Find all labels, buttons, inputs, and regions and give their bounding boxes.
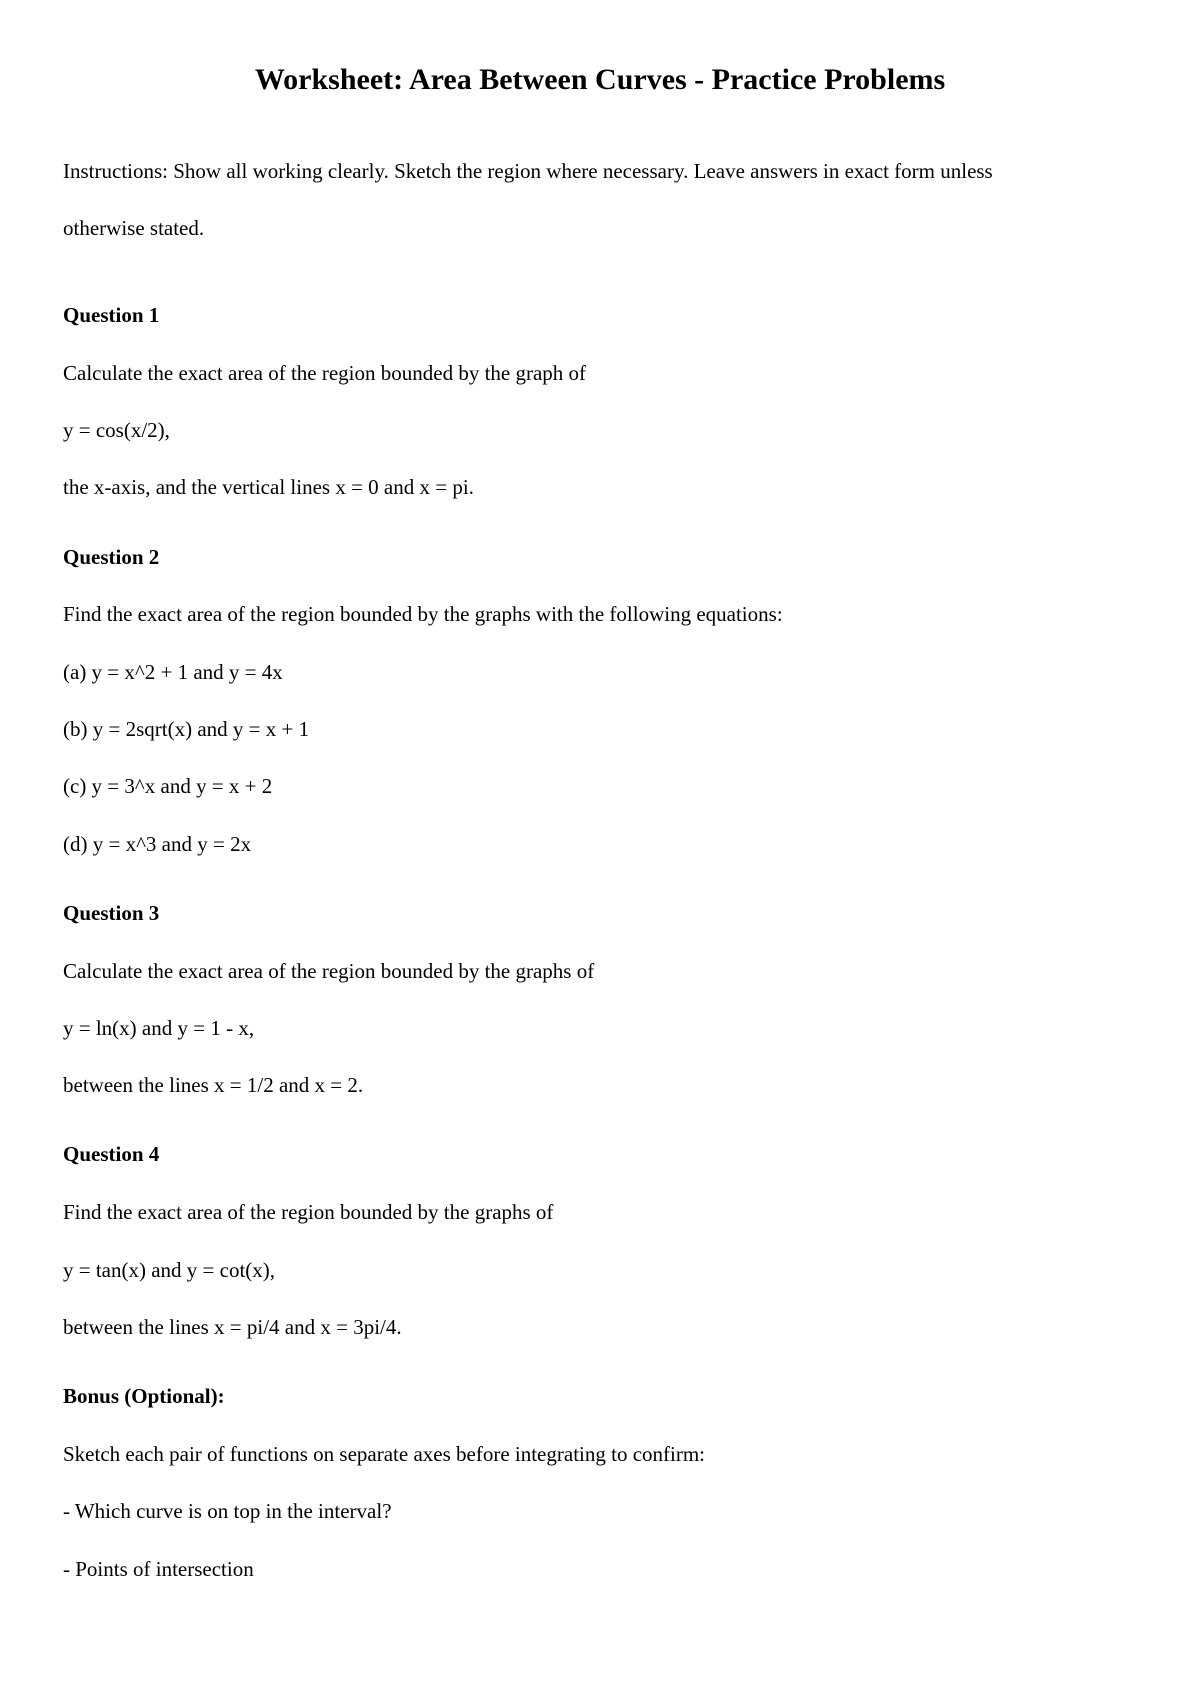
instructions-line-1: Instructions: Show all working clearly. Sketch the region where necessary. Leave answers in exact form unless: [63, 159, 993, 183]
page-title: Worksheet: Area Between Curves - Practice Problems: [254, 63, 946, 96]
question-1-line-1: Calculate the exact area of the region bounded by the graph of: [63, 361, 587, 385]
bonus-line-2: - Which curve is on top in the interval?: [63, 1499, 392, 1523]
question-4-line-2: y = tan(x) and y = cot(x),: [63, 1258, 276, 1282]
bonus-heading: Bonus (Optional):: [63, 1384, 225, 1408]
question-4-line-1: Find the exact area of the region bounded by the graphs of: [63, 1200, 554, 1224]
question-2-line-1: Find the exact area of the region bounded by the graphs with the following equations:: [63, 602, 783, 626]
question-1-line-2: y = cos(x/2),: [63, 418, 170, 442]
bonus-line-3: - Points of intersection: [63, 1557, 254, 1581]
question-2-part-d: (d) y = x^3 and y = 2x: [63, 832, 252, 856]
question-3-line-3: between the lines x = 1/2 and x = 2.: [63, 1073, 364, 1097]
question-4-heading: Question 4: [63, 1142, 160, 1166]
question-2-part-c: (c) y = 3^x and y = x + 2: [63, 774, 273, 798]
question-3-heading: Question 3: [63, 901, 160, 925]
instructions-line-2: otherwise stated.: [63, 216, 205, 240]
bonus-line-1: Sketch each pair of functions on separate axes before integrating to confirm:: [63, 1442, 706, 1466]
question-2-part-a: (a) y = x^2 + 1 and y = 4x: [63, 660, 283, 684]
question-1-heading: Question 1: [63, 303, 160, 327]
question-2-heading: Question 2: [63, 545, 160, 569]
question-1-line-3: the x-axis, and the vertical lines x = 0 and x = pi.: [63, 475, 474, 499]
question-3-line-2: y = ln(x) and y = 1 - x,: [63, 1016, 255, 1040]
question-2-part-b: (b) y = 2sqrt(x) and y = x + 1: [63, 717, 310, 741]
question-4-line-3: between the lines x = pi/4 and x = 3pi/4.: [63, 1315, 402, 1339]
question-3-line-1: Calculate the exact area of the region bounded by the graphs of: [63, 959, 595, 983]
